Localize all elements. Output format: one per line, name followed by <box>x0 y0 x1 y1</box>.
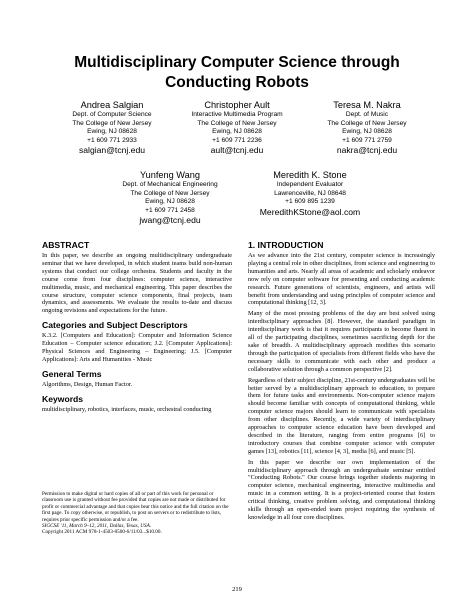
author-affiliation: Ewing, NJ 08628 <box>342 128 392 136</box>
author-affiliation: Ewing, NJ 08628 <box>145 198 195 206</box>
author-affiliation: Dept. of Computer Science <box>72 111 152 118</box>
author-email: jwang@tcnj.edu <box>139 215 201 226</box>
copyright-line: Copyright 2011 ACM 978-1-4503-0500-6/11/03...$10.00. <box>42 529 162 536</box>
author-phone: +1 609 771 2458 <box>145 206 195 214</box>
permission-text: Permission to make digital or hard copies of all or part of this work for personal or classroom use is granted without fee provided that copies are not made or distributed for profit or commercial advantage and that copies bear this notice and the full citation on the first page. To copy otherwise, or republish, to post on servers or to redistribute to lists, requires prior specific permission and/or a fee. <box>42 491 229 523</box>
abstract-heading: ABSTRACT <box>42 240 90 250</box>
introduction-heading: 1. INTRODUCTION <box>248 240 324 250</box>
author-affiliation: Dept. of Mechanical Engineering <box>122 181 218 188</box>
title-line-2: Conducting Robots <box>165 74 309 91</box>
author-email: MeredithKStone@aol.com <box>259 206 361 217</box>
intro-paragraph: In this paper we describe our own implementation of the multidisciplinary approach through an undergraduate seminar entitled "Conducting Robots." Our course brings together students majoring in computer science, mechanical engineering, interactive multimedia and music in a common setting. It is a project-oriented course that fosters critical thinking, creative problem solving, and computational thinking skills through an open-ended team project requiring the synthesis of knowledge in all four core disciplines. <box>248 458 435 521</box>
author-email: nakra@tcnj.edu <box>336 145 398 156</box>
author-block-ault <box>177 100 297 155</box>
author-affiliation: Lawrenceville, NJ 08648 <box>274 189 346 197</box>
author-name: Christopher Ault <box>204 100 270 110</box>
author-block-nakra <box>307 100 427 155</box>
author-affiliation: Dept. of Music <box>345 111 389 118</box>
author-affiliation: The College of New Jersey <box>327 119 407 127</box>
author-affiliation: Interactive Multimedia Program <box>191 111 283 118</box>
keywords-heading: Keywords <box>42 393 84 404</box>
categories-text: K.3.2. [Computers and Education]: Computer and Information Science Education – Computer science education; J.2. [Computer Applications]: Physical Sciences and Engineering – Engineering; J.5. [Computer Applications]: Arts and Humanities - Music <box>42 332 232 363</box>
author-affiliation: Ewing, NJ 08628 <box>87 128 137 136</box>
author-phone: +1 609 771 2759 <box>342 136 392 144</box>
author-phone: +1 609 771 2236 <box>212 136 262 144</box>
author-name: Yunfeng Wang <box>140 170 200 180</box>
general-terms-text: Algorithms, Design, Human Factor. <box>42 380 133 388</box>
general-terms-heading: General Terms <box>42 368 102 379</box>
author-affiliation: The College of New Jersey <box>72 119 152 127</box>
permission-notice <box>42 491 232 536</box>
author-affiliation: The College of New Jersey <box>197 119 277 127</box>
conference-line: SIGCSE '11, March 9–12, 2011, Dallas, Texas, USA. <box>42 523 152 530</box>
keywords-text: multidisciplinary, robotics, interfaces, music, orchestral conducting <box>42 405 212 413</box>
title-line-1: Multidisciplinary Computer Science through <box>74 54 400 71</box>
author-phone: +1 609 771 2933 <box>87 136 137 144</box>
abstract-text: In this paper, we describe an ongoing multidisciplinary undergraduate seminar that we have developed, in which student teams build non-human systems that conduct our college orchestra. Students and faculty in the course come from four disciplines: computer science, interactive multimedia, music, and mechanical engineering. This paper describes the course structure, computer science components, final projects, team dynamics, and assessments. We evaluate the results to-date and discuss ongoing revisions and expectations for the future. <box>42 252 232 315</box>
right-column <box>248 240 435 525</box>
author-block-wang <box>105 170 235 225</box>
author-email: ault@tcnj.edu <box>210 145 264 156</box>
intro-paragraph: Many of the most pressing problems of the day are best solved using interdisciplinary approaches [8]. However, the standard paradigm in interdisciplinary work is that it requires participants to become fluent in all of the participating disciplines, sometimes sacrificing depth for the sake of breadth. A multidisciplinary approach modifies this scenario through the participation of specialists from different fields who have the necessary skills to communicate with each other and produce a collaborative solution through a common perspective [2]. <box>248 310 435 373</box>
author-block-salgian <box>52 100 172 155</box>
author-affiliation: Ewing, NJ 08628 <box>212 128 262 136</box>
categories-heading: Categories and Subject Descriptors <box>42 320 188 331</box>
left-column <box>42 240 232 417</box>
intro-paragraph: Regardless of their subject discipline, 21st-century undergraduates will be better served by a multidisciplinary approach to education, to prepare them for future tasks and environments. Non-computer science majors should become familiar with concepts of computational thinking, while computer science majors should learn to communicate with specialists from other disciplines. Recently, a wide variety of interdisciplinary approaches to computer science education have been developed and described in the literature, ranging from entire programs [6] to introductory courses that combine computer science with computer games [13], robotics [11], science [4, 3], media [6], and music [5]. <box>248 376 435 455</box>
author-block-stone <box>245 170 375 217</box>
paper-title <box>0 53 474 93</box>
author-name: Meredith K. Stone <box>273 170 347 180</box>
author-name: Teresa M. Nakra <box>333 100 401 110</box>
author-email: salgian@tcnj.edu <box>78 145 146 156</box>
author-affiliation: The College of New Jersey <box>130 189 210 197</box>
author-phone: +1 609 895 1239 <box>285 198 335 206</box>
author-affiliation: Independent Evaluator <box>276 181 344 188</box>
author-name: Andrea Salgian <box>80 100 144 110</box>
intro-paragraph: As we advance into the 21st century, computer science is increasingly playing a central role in other disciplines, from science and engineering to humanities and arts. Nearly all areas of academic and scholarly endeavor now rely on computer software for presenting and conducting academic research. Future generations of scientists, engineers, and artists will benefit from understanding and using principles of computer science and computational thinking [12, 3]. <box>248 252 435 307</box>
page-number: 219 <box>232 586 242 593</box>
